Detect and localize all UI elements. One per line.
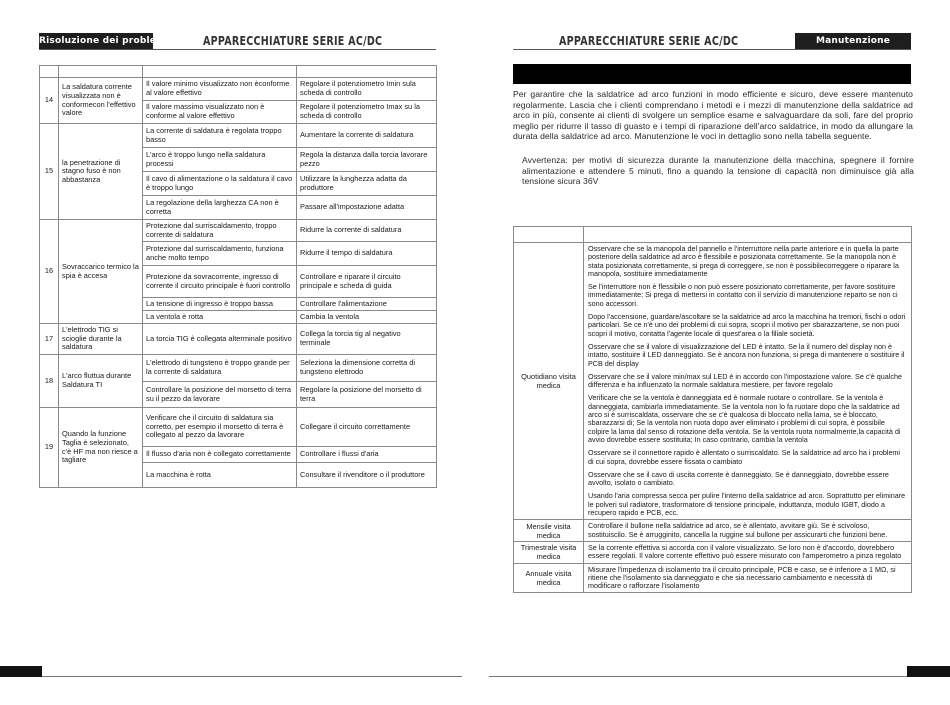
frequency-cell: Quotidiano visita medica xyxy=(514,243,584,520)
problem-description: L'arco fluttua durante Saldatura TI xyxy=(59,355,143,408)
header-cell xyxy=(40,66,59,78)
footer-line xyxy=(489,676,907,677)
solution-cell: Controllare i flussi d'aria xyxy=(297,447,437,463)
solution-cell: Consultare il rivenditore o il produttore xyxy=(297,463,437,488)
table-header-row xyxy=(514,227,912,243)
cause-cell: La ventola è rotta xyxy=(143,311,297,324)
maintenance-item: Se l'interruttore non è flessibile o non può essere posizionato correttamente, per favore sostituire immediatamente; Si prega di mettersi in contatto con il servizio di manutenzione reparto se non ci sono accessori. xyxy=(588,282,898,308)
right-page xyxy=(475,0,950,705)
solution-cell: Passare all'impostazione adatta xyxy=(297,196,437,220)
table-row xyxy=(40,408,437,447)
solution-cell: Aumentare la corrente di saldatura xyxy=(297,124,437,148)
maintenance-item: Misurare l'impedenza di isolamento tra il circuito principale, PCB e caso, se è inferiore a 1 MΩ, si ritiene che l'isolamento sia danneggiato e che sia necessario cambiamento e necessità di modificare o rafforzare l'isolamento xyxy=(588,564,896,591)
table-header-row xyxy=(40,66,437,78)
table-row xyxy=(40,220,437,242)
maintenance-row xyxy=(514,520,912,542)
maintenance-description xyxy=(584,520,912,542)
cause-cell: L'arco è troppo lungo nella saldatura processi xyxy=(143,148,297,172)
solution-cell: Ridurre la corrente di saldatura xyxy=(297,220,437,242)
frequency-cell: Trimestrale visita medica xyxy=(514,541,584,563)
cause-cell: Il valore massimo visualizzato non è conforme al valore effettivo xyxy=(143,101,297,124)
maintenance-item: Se la corrente effettiva si accorda con il valore visualizzato. Se loro non è d'accordo, dovrebbero essere regolati. Il valore corrente effettivo può essere misurato con l'amperometro a pinza regolato xyxy=(588,542,902,561)
maintenance-description xyxy=(584,243,912,520)
maintenance-table xyxy=(513,226,912,593)
solution-cell: Controllare e riparare il circuito principale e scheda di guida xyxy=(297,266,437,298)
cause-cell: Il valore minimo visualizzato non èconforme al valore effettivo xyxy=(143,78,297,101)
header-title: APPARECCHIATURE SERIE AC/DC xyxy=(203,33,383,48)
header-cell xyxy=(297,66,437,78)
maintenance-row xyxy=(514,541,912,563)
section-title-bar xyxy=(513,64,911,84)
table-row xyxy=(40,324,437,355)
cause-cell: Il flusso d'aria non è collegato correttamente xyxy=(143,447,297,463)
maintenance-item: Osservare che se il cavo di uscita corrente è danneggiato. Se è danneggiato, dovrebbe essere avvolto, isolato o cambiato. xyxy=(588,469,889,488)
problem-number: 17 xyxy=(40,324,59,355)
header-cell xyxy=(514,227,584,243)
solution-cell: Collega la torcia tig al negativo terminale xyxy=(297,324,437,355)
problem-description: Sovraccarico termico la spia è accesa xyxy=(59,220,143,324)
problem-description: la penetrazione di stagno fuso è non abbastanza xyxy=(59,124,143,220)
problem-number: 18 xyxy=(40,355,59,408)
maintenance-item: Osservare che se il valore min/max sul LED è in accordo con l'impostazione valore. Se c'è qualche differenza e ha influenzato la normale saldatura mestiere, per favore regolalo xyxy=(588,371,902,390)
maintenance-item: Verificare che se la ventola è danneggiata ed è normale ruotare o controllare. Se la ventola è danneggiata, cambiarla immediatamente. Se la ventola non lo fa ruotare dopo che la saldatrice ad arco si è surriscaldata, osservare che se c'è qualcosa di bloccato nella lama, se è bloccato, sbarazzarsi di; Se la ventola non ruota dopo aver eliminato i problemi di cui sopra, è possibile colpire la lama dal senso di rotazione della ventola. Se la ventola ruota normalmente,la capacità di avvio dovrebbe essere sostituita; In caso contrario, cambia la ventola xyxy=(588,393,901,444)
solution-cell: Seleziona la dimensione corretta di tungsteno elettrodo xyxy=(297,355,437,382)
cause-cell: La macchina è rotta xyxy=(143,463,297,488)
cause-cell: La tensione di ingresso è troppo bassa xyxy=(143,298,297,311)
solution-cell: Controllare l'alimentazione xyxy=(297,298,437,311)
problem-description: La saldatura corrente visualizzata non è conformecon l'effettivo valore xyxy=(59,78,143,124)
header-title: APPARECCHIATURE SERIE AC/DC xyxy=(559,33,739,48)
header-cell xyxy=(59,66,143,78)
header-cell xyxy=(584,227,912,243)
maintenance-item: Controllare il bullone nella saldatrice ad arco, se è allentato, avvitare giù. Se è scivoloso, sostituiscilo. Se è arrugginito, cancella la ruggine sul bullone per assicurarti che funzioni bene. xyxy=(588,521,888,539)
problem-number: 14 xyxy=(40,78,59,124)
table-row xyxy=(40,78,437,101)
cause-cell: Protezione dal surriscaldamento, troppo corrente di saldatura xyxy=(143,220,297,242)
maintenance-item: Osservare se il connettore rapido è allentato o surriscaldato. Se la saldatrice ad arco ha i problemi di cui sopra, dovrebbe essere fissata o cambiato xyxy=(588,448,901,466)
cause-cell: Verificare che il circuito di saldatura sia corretto, per esempio il morsetto di terra è collegato al pezzo da lavorare xyxy=(143,408,297,447)
maintenance-row xyxy=(514,243,912,520)
left-header xyxy=(39,33,436,50)
table-row xyxy=(40,124,437,148)
cause-cell: Protezione da sovracorrente, ingresso di corrente il circuito principale è fuori controllo xyxy=(143,266,297,298)
solution-cell: Cambia la ventola xyxy=(297,311,437,324)
cause-cell: Protezione dal surriscaldamento, funziona anche molto tempo xyxy=(143,242,297,266)
cause-cell: L'elettrodo di tungsteno è troppo grande per la corrente di saldatura xyxy=(143,355,297,382)
maintenance-item: Usando l'aria compressa secca per pulire l'interno della saldatrice ad arco. Soprattutto per eliminare le polveri sul radiatore, trasformatore di tensione principale, induttanza, modulo IGBT, diodo a recupero rapido e PCB, ecc. xyxy=(588,491,906,518)
maintenance-item: Dopo l'accensione, guardare/ascoltare se la saldatrice ad arco la macchina ha tremori, fischi o odori particolari. Se ce n'è uno dei problemi di cui sopra, scopri il motivo per sbarazzartene, se non puoi scopri il motivo, contatta l'agente locale di quest'area o la filiale società. xyxy=(588,312,906,338)
solution-cell: Regola la distanza dalla torcia lavorare pezzo xyxy=(297,148,437,172)
maintenance-description xyxy=(584,541,912,563)
maintenance-row xyxy=(514,563,912,593)
solution-cell: Ridurre il tempo di saldatura xyxy=(297,242,437,266)
section-tab: Manutenzione xyxy=(795,33,911,49)
frequency-cell: Annuale visita medica xyxy=(514,563,584,593)
right-header xyxy=(513,33,911,50)
intro-paragraph: Per garantire che la saldatrice ad arco funzioni in modo efficiente e sicuro, deve essere mantenuto regolarmente. Lascia che i clienti comprendano i metodi e i mezzi di manutenzione della saldatrice ad arco in più, consente ai clienti di svolgere un semplice esame e salvaguardare da soli, fare del proprio meglio per ridurre il tasso di guasto e i tempi di riparazione dell'arco saldatrice, in modo da allungare la durata della saldatrice ad arco. Manutenzione le voci in dettaglio sono nella tabella seguente. xyxy=(513,89,913,141)
section-tab: Risoluzione dei problemi xyxy=(39,33,153,49)
problem-number: 19 xyxy=(40,408,59,488)
cause-cell: La regolazione della larghezza CA non è corretta xyxy=(143,196,297,220)
solution-cell: Regolare il potenziometro Imin sula scheda di controllo xyxy=(297,78,437,101)
problem-description: Quando la funzione Taglia è selezionato, c'è HF ma non riesce a tagliare xyxy=(59,408,143,488)
solution-cell: Collegare il circuito correttamente xyxy=(297,408,437,447)
problem-number: 16 xyxy=(40,220,59,324)
footer-bar xyxy=(907,666,950,677)
problem-description: L'elettrodo TIG si scioglie durante la saldatura xyxy=(59,324,143,355)
frequency-cell: Mensile visita medica xyxy=(514,520,584,542)
footer-line xyxy=(42,676,462,677)
table-row xyxy=(40,355,437,382)
maintenance-description xyxy=(584,563,912,593)
solution-cell: Regolare il potenziometro Imax su la scheda di controllo xyxy=(297,101,437,124)
maintenance-item: Osservare che se il valore di visualizzazione del LED è intatto. Se la il numero del display non è intatto, sostituire il LED danneggiato. Se è ancora non funziona, si prega di mantenere o sostituire il PCB del display xyxy=(588,341,905,368)
solution-cell: Regolare la posizione del morsetto di terra xyxy=(297,382,437,408)
warning-paragraph: Avvertenza: per motivi di sicurezza durante la manutenzione della macchina, spegnere il fornire alimentazione e attendere 5 minuti, fino a quando la tensione di capacità non diminuisce già alla tensione sicura 36V xyxy=(522,155,914,186)
cause-cell: La corrente di saldatura è regolata troppo basso xyxy=(143,124,297,148)
maintenance-item: Osservare che se la manopola del pannello e l'interruttore nella parte anteriore e in quella la parte posteriore della saldatrice ad arco è flessibile e posizionata correttamente. Se la manopola non è stata posizionata correttamente, si prega di correggere, se non è possibilecorreggere o riparare la manopola, sostituire immediatamente xyxy=(588,244,899,278)
problem-number: 15 xyxy=(40,124,59,220)
cause-cell: Il cavo di alimentazione o la saldatura il cavo è troppo lungo xyxy=(143,172,297,196)
footer-bar xyxy=(0,666,42,677)
cause-cell: Controllare la posizione del morsetto di terra su il pezzo da lavorare xyxy=(143,382,297,408)
troubleshooting-table xyxy=(39,65,437,488)
header-cell xyxy=(143,66,297,78)
solution-cell: Utilizzare la lunghezza adatta da produttore xyxy=(297,172,437,196)
cause-cell: La torcia TIG è collegata alterminale positivo xyxy=(143,324,297,355)
